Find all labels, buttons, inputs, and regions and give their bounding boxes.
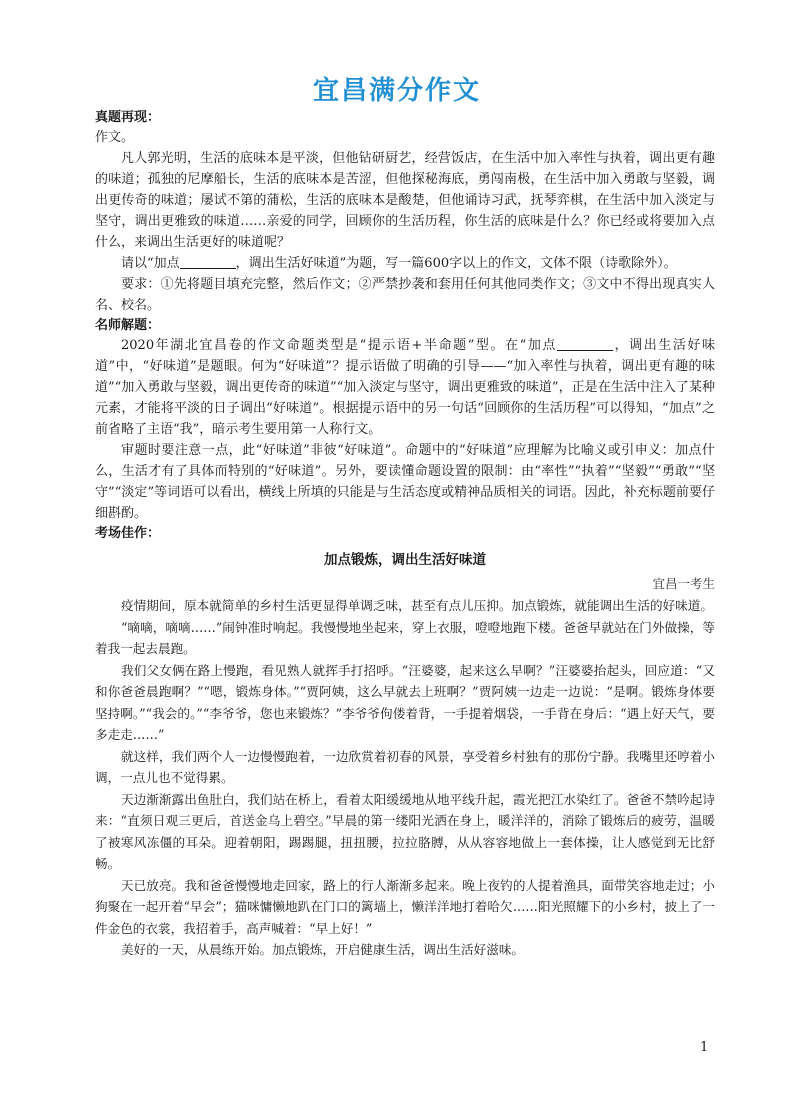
analysis-paragraph-2: 审题时要注意一点，此“好味道”非彼“好味道”。命题中的“好味道”应理解为比喻义或引申义：加点什么，生活才有了具体而特别的“好味道”。另外，要读懂命题设置的限制：由“率性”“执着”“坚毅”“勇敢”“坚守”“淡定”等词语可以看出，横线上所填的只能是与生活态度或精神品质相关的词语。因此，补充标题前要仔细斟酌。 [95, 443, 715, 521]
analysis-text-b: ，调出生活好味道”中，“好味道”是题眼。何为“好味道”？提示语做了明确的引导——“加入率性与执着，调出更有趣的味道”“加入勇敢与坚毅，调出更传奇的味道”“加入淡定与坚守，调出更雅致的味道”，正是在生活中注入了某种元素，才能将平淡的日子调出“好味道”。根据提示语中的另一句话“回顾你的生活历程”可以得知，“加点”之前省略了主语“我”，暗示考生要用第一人称行文。 [95, 338, 715, 437]
analysis-text-a: 2020年湖北宜昌卷的作文命题类型是“提示语+半命题”型。在“加点 [121, 338, 557, 353]
task-paragraph [95, 253, 715, 274]
requirements-paragraph: 要求：①先将题目填充完整，然后作文；②严禁抄袭和套用任何其他同类作文；③文中不得出现真实人名、校名。 [95, 277, 715, 313]
document-body [95, 108, 715, 961]
fill-blank [180, 254, 236, 269]
essay-author: 宜昌一考生 [652, 576, 715, 591]
essay-paragraph: 我们父女俩在路上慢跑，看见熟人就挥手打招呼。“汪婆婆，起来这么早啊？”汪婆婆抬起头，回应道：“又和你爸爸晨跑啊？”“嗯，锻炼身体。”“贾阿姨，这么早就去上班啊？”贾阿姨一边走一边说：“是啊。锻炼身体要坚持啊。”“我会的。”“李爷爷，您也来锻炼？”李爷爷佝偻着背，一手提着烟袋，一手背在身后：“遇上好天气，要多走走……” [95, 662, 715, 742]
fill-blank [557, 336, 613, 351]
section-heading-real-exam: 真题再现： [95, 110, 161, 125]
essay-title: 加点锻炼，调出生活好味道 [324, 552, 486, 568]
section-heading-essay: 考场佳作： [95, 526, 161, 541]
page-title: 宜昌满分作文 [312, 76, 481, 106]
essay-paragraph: 疫情期间，原本就简单的乡村生活更显得单调乏味，甚至有点儿压抑。加点锻炼，就能调出生活的好味道。 [121, 598, 713, 613]
prompt-head: 作文。 [95, 130, 135, 145]
essay-paragraph: 天边渐渐露出鱼肚白，我们站在桥上，看着太阳缓缓地从地平线升起，霞光把江水染红了。爸爸不禁吟起诗来：“直须日观三更后，首送金乌上碧空。”早晨的第一缕阳光洒在身上，暖洋洋的，消除了锻炼后的疲劳，温暖了被寒风冻僵的耳朵。迎着朝阳，踢踢腿，扭扭腰，拉拉胳膊，从从容容地做上一套体操，让人感觉到无比舒畅。 [95, 791, 715, 871]
analysis-paragraph-1 [95, 335, 715, 440]
prompt-paragraph: 凡人郭光明，生活的底味本是平淡，但他钻研厨艺，经营饭店，在生活中加入率性与执着，调出更有趣的味道；孤独的尼摩船长，生活的底味本是苦涩，但他探秘海底，勇闯南极，在生活中加入勇敢与坚毅，调出更传奇的味道；屡试不第的蒲松，生活的底味本是酸楚，但他诵诗习武，抚琴弈棋，在生活中加入淡定与坚守，调出更雅致的味道……亲爱的同学，回顾你的生活历程，你生活的底味是什么？你已经或将要加入点什么，来调出生活更好的味道呢？ [95, 151, 715, 250]
essay-paragraph: “嘀嘀，嘀嘀……”闹钟准时响起。我慢慢地坐起来，穿上衣服，噔噔地跑下楼。爸爸早就站在门外做操，等着我一起去晨跑。 [95, 619, 715, 656]
section-heading-analysis: 名师解题： [95, 318, 161, 333]
essay-paragraph: 美好的一天，从晨练开始。加点锻炼，开启健康生活，调出生活好滋味。 [121, 942, 524, 957]
task-text-after: ，调出生活好味道”为题，写一篇600字以上的作文，文体不限（诗歌除外）。 [235, 256, 677, 271]
page-number: 1 [700, 1040, 709, 1055]
essay-paragraph: 天已放亮。我和爸爸慢慢地走回家，路上的行人渐渐多起来。晚上夜钓的人提着渔具，面带笑容地走过；小狗聚在一起开着“早会”；猫咪慵懒地趴在门口的篱墙上，懒洋洋地打着哈欠……阳光照耀下的小乡村，披上了一件金色的衣裳，我招着手，高声喊着：“早上好！” [95, 877, 715, 936]
task-text-before: 请以“加点 [121, 256, 180, 271]
essay-paragraph: 就这样，我们两个人一边慢慢跑着，一边欣赏着初春的风景，享受着乡村独有的那份宁静。我嘴里还哼着小调，一点儿也不觉得累。 [95, 748, 715, 785]
